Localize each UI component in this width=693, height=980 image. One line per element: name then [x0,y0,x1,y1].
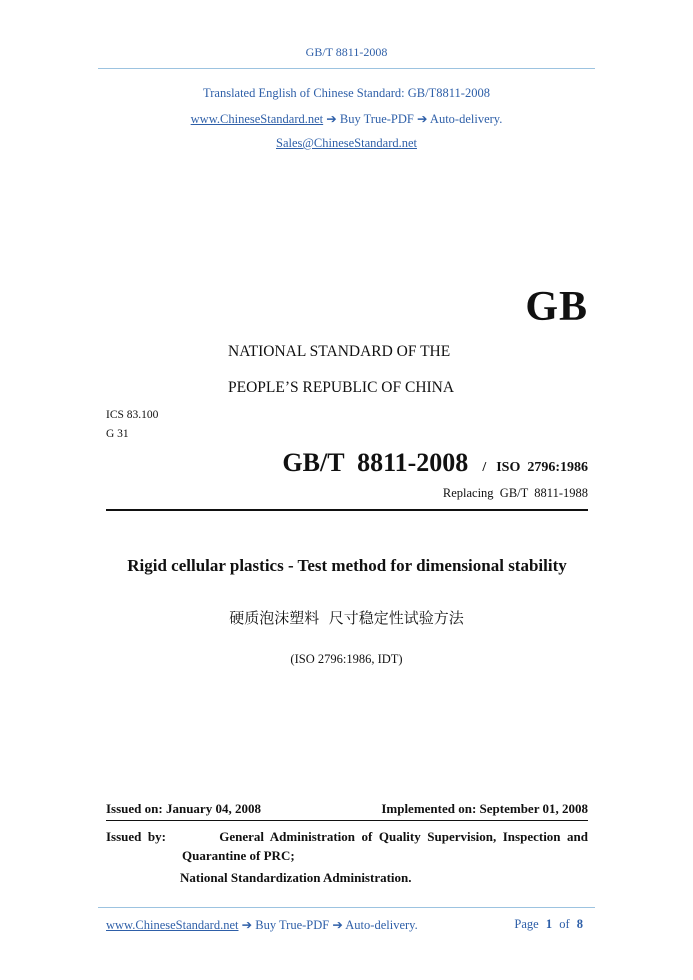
title-divider [106,509,588,511]
gb-mark: GB [525,284,588,330]
implemented-on: Implemented on: September 01, 2008 [381,801,588,816]
issued-by-line1: General Administration of Quality Supervision, Inspection and [219,829,588,844]
issued-by-line2: Quarantine of PRC; [182,848,295,863]
sales-email-row [0,136,693,151]
buy-true-pdf-text: Buy True-PDF [255,918,330,932]
page-indicator [514,917,583,932]
page-current: 1 [545,917,553,931]
page-of: of [559,917,570,931]
national-standard-line2: PEOPLE’S REPUBLIC OF CHINA [228,379,455,396]
slash: / [482,460,487,475]
issued-on: Issued on: January 04, 2008 [106,801,261,816]
auto-delivery-text: Auto-delivery. [429,112,503,126]
page-label: Page [514,917,539,931]
title-english: Rigid cellular plastics - Test method for dimensional stability [127,556,567,575]
title-chinese: 硬质泡沫塑料 尺寸稳定性试验方法 [229,609,464,627]
replacing-note: Replacing GB/T 8811-1988 [442,486,588,500]
site-link[interactable]: www.ChineseStandard.net [190,112,324,126]
footer-divider [98,907,595,908]
footer-site-link[interactable]: www.ChineseStandard.net [106,918,239,932]
auto-delivery-text: Auto-delivery. [345,918,418,932]
arrow-right-icon: ➔ [417,112,428,126]
buy-true-pdf-text: Buy True-PDF [339,112,414,126]
arrow-right-icon: ➔ [241,918,253,932]
iso-number: ISO 2796:1986 [496,460,588,475]
header-divider [98,68,595,69]
standard-number-row [282,448,588,478]
page-total: 8 [576,917,583,931]
translated-line: Translated English of Chinese Standard: GB/T8811-2008 [203,86,490,100]
standard-number: GB/T 8811-2008 [282,448,469,477]
issued-by-label: Issued by: [106,829,166,844]
arrow-right-icon: ➔ [326,112,337,126]
ccs-code: G 31 [106,428,129,440]
footer-promo-line [106,917,418,933]
sales-email-link[interactable]: Sales@ChineseStandard.net [276,136,417,150]
dates-divider [106,820,588,821]
arrow-right-icon: ➔ [332,918,343,932]
issued-by-line3: National Standardization Administration. [180,870,412,885]
running-title: GB/T 8811-2008 [305,45,388,59]
ics-code: ICS 83.100 [106,409,159,421]
header-promo-line [0,111,693,127]
national-standard-line1: NATIONAL STANDARD OF THE [228,343,451,360]
equivalence-note: (ISO 2796:1986, IDT) [290,652,403,666]
